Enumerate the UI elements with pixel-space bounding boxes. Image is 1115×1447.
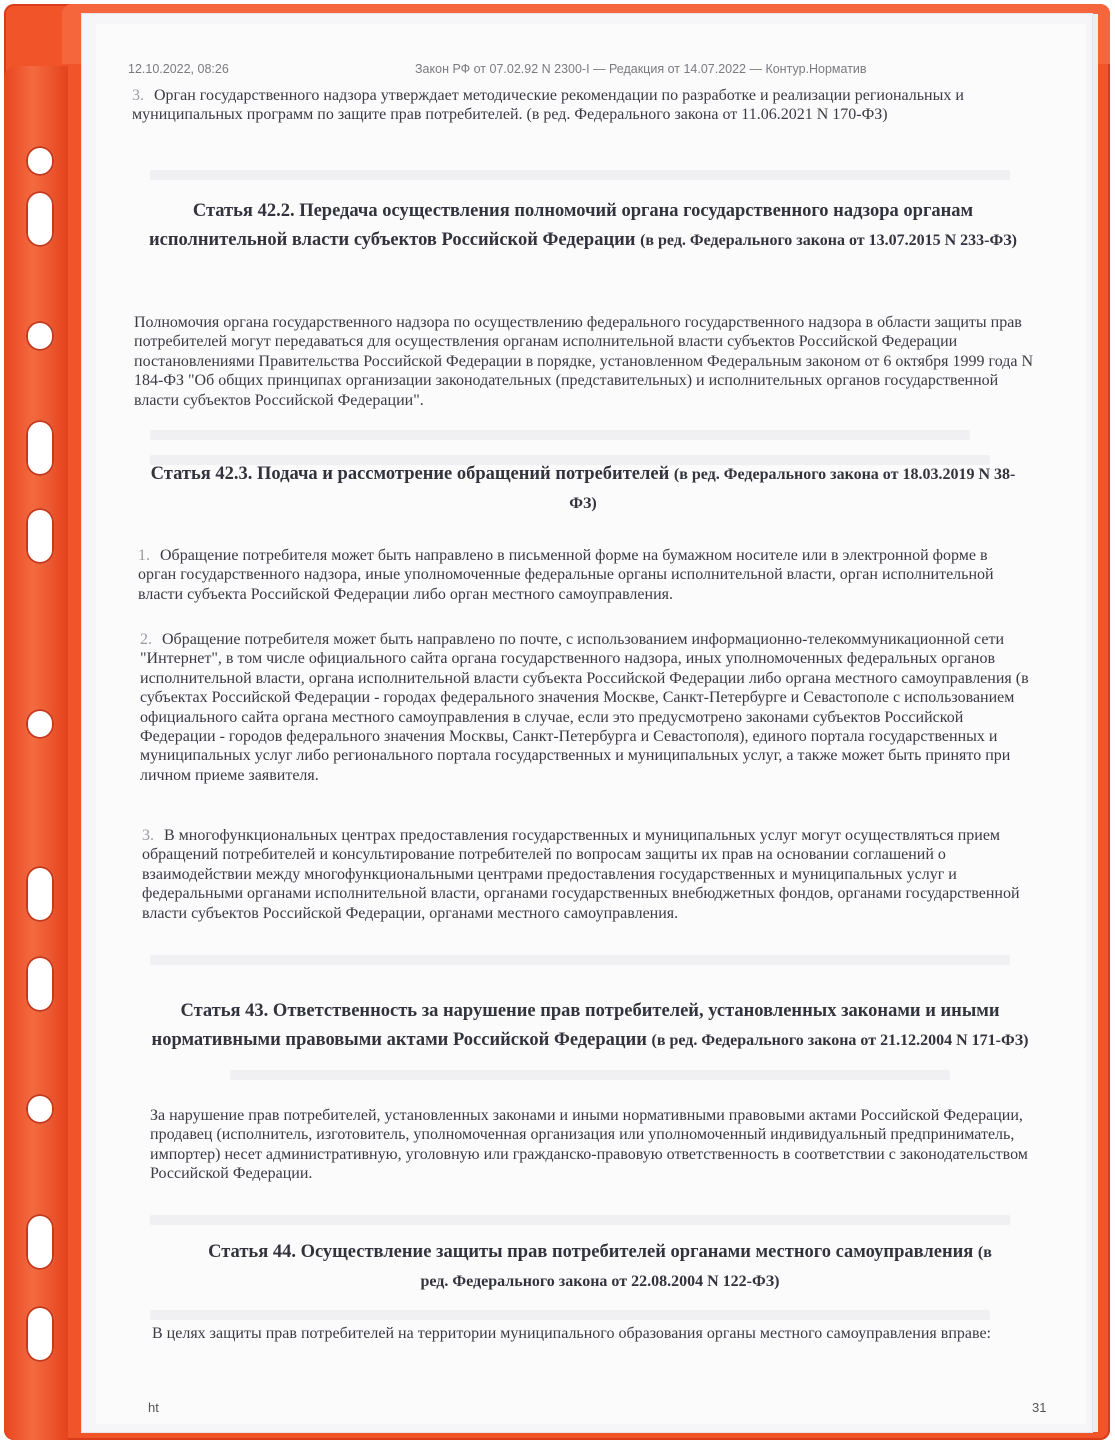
paragraph-number: 3. — [132, 87, 144, 104]
print-header-title: Закон РФ от 07.02.92 N 2300-I — Редакция от 14.07.2022 — Контур.Норматив — [415, 62, 867, 76]
page-number: 31 — [1032, 1400, 1047, 1415]
paragraph-number: 3. — [142, 827, 154, 844]
paragraph-number: 2. — [140, 631, 152, 648]
article-43-text: За нарушение прав потребителей, установленных законами и иными нормативными правовыми актами Российской Федерации, продавец (исполнитель, изготовитель, уполномоченная организация или уполномоченный индивидуальный предприниматель, импортер) несет административную, уголовную или гражданско-правовую ответственность в соответствии с законодательством Российской Федерации. — [150, 1107, 1028, 1183]
paragraph-number: 1. — [138, 547, 150, 564]
print-date: 12.10.2022, 08:26 — [128, 62, 229, 76]
article-42-2-heading — [148, 197, 1018, 255]
paragraph-text: В многофункциональных центрах предоставления государственных и муниципальных услуг могут осуществляться прием обращений потребителей и консультирование потребителей по вопросам защиты их прав на основании соглашений о взаимодействии между многофункциональными центрами предоставления государственных и муниципальных услуг и федеральными органами исполнительной власти, органами государственных внебюджетных фондов, органами государственной власти субъектов Российской Федерации, органами местного самоуправления. — [142, 827, 1020, 922]
article-42-3-paragraph-3 — [142, 826, 1032, 923]
article-44-heading — [200, 1238, 1000, 1296]
article-44-text: В целях защиты прав потребителей на территории муниципального образования органы местного самоуправления вправе: — [152, 1325, 991, 1342]
intro-paragraph — [132, 86, 1032, 125]
article-title: Статья 44. Осуществление защиты прав потребителей органами местного самоуправления — [208, 1242, 974, 1262]
article-title: Статья 42.3. Подача и рассмотрение обращений потребителей — [150, 464, 670, 484]
article-42-3-paragraph-1 — [138, 546, 1028, 604]
article-43-heading — [150, 997, 1030, 1055]
article-title: Статья 43. Ответственность за нарушение прав потребителей, установленных законами и иными нормативными правовыми актами Российской Федерации — [151, 1001, 1000, 1050]
article-42-3-heading — [148, 460, 1018, 518]
article-42-2-text: Полномочия органа государственного надзора по осуществлению федерального государственного надзора в области защиты прав потребителей могут передаваться для осуществления органам исполнительной власти субъектов Российской Федерации постановлениями Правительства Российской Федерации в порядке, установленном Федеральным законом от 6 октября 1999 года N 184-ФЗ "Об общих принципах организации законодательных (представительных) и исполнительных органов государственной власти субъектов Российской Федерации". — [134, 314, 1034, 409]
paragraph-text: Обращение потребителя может быть направлено в письменной форме на бумажном носителе или в электронной форме в орган государственного надзора, иные уполномоченные федеральные органы исполнительной власти, орган исполнительной власти субъекта Российской Федерации либо орган местного самоуправления. — [138, 547, 994, 603]
article-redaction: (в ред. Федерального закона от 22.08.2004 N 122-ФЗ) — [420, 1244, 992, 1290]
paragraph-text: Орган государственного надзора утверждает методические рекомендации по разработке и реализации региональных и муниципальных программ по защите прав потребителей. (в ред. Федерального закона от 11.06.2021 N 170-ФЗ) — [132, 87, 964, 124]
article-redaction: (в ред. Федерального закона от 18.03.2019 N 38-ФЗ) — [569, 466, 1016, 512]
paragraph-text: Обращение потребителя может быть направлено по почте, с использованием информационно-телекоммуникационной сети "Интернет", в том числе официального сайта органа государственного надзора, иных уполномоченных федеральных органов исполнительной власти, органа исполнительной власти субъекта Российской Федерации либо органа местного самоуправления (в субъектах Российской Федерации - городах федерального значения Москве, Санкт-Петербурге и Севастополе с использованием официального сайта органа местного самоуправления в случае, если это предусмотрено законами субъектов Российской Федерации - городов федерального значения Москвы, Санкт-Петербурга и Севастополя), единого портала государственных и муниципальных услуг либо регионального портала государственных и муниципальных услуг, а также может быть принято при личном приеме заявителя. — [140, 631, 1029, 784]
article-redaction: (в ред. Федерального закона от 21.12.2004 N 171-ФЗ) — [651, 1032, 1029, 1049]
footer-url: ht — [148, 1400, 159, 1415]
article-42-3-paragraph-2 — [140, 630, 1030, 785]
article-title: Статья 42.2. Передача осуществления полномочий органа государственного надзора органам исполнительной власти субъектов Российской Федерации — [148, 201, 974, 250]
article-redaction: (в ред. Федерального закона от 13.07.2015 N 233-ФЗ) — [640, 232, 1018, 249]
